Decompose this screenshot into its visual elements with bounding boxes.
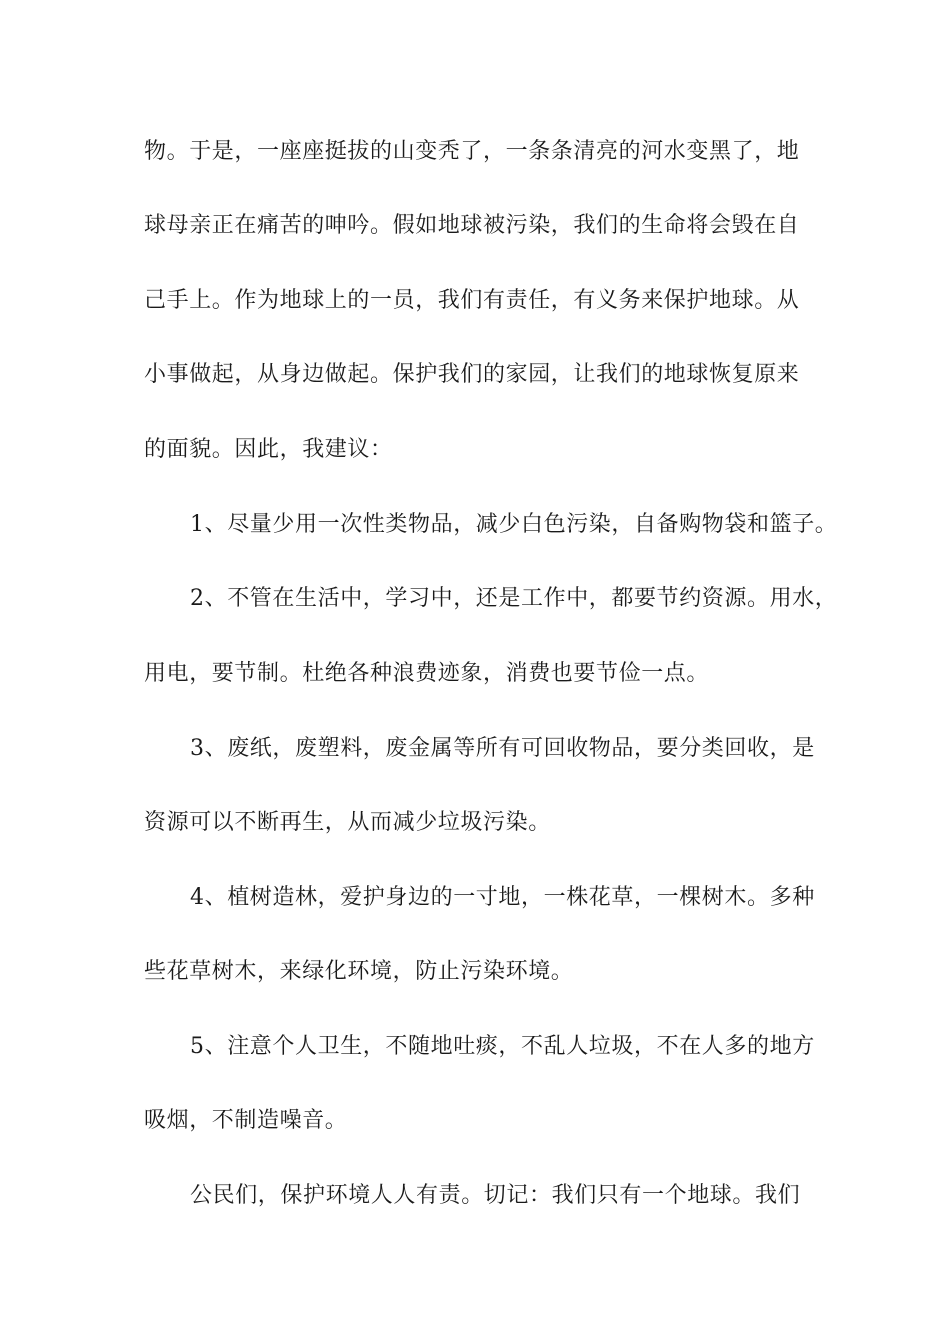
paragraph-line: 的面貌。因此，我建议：	[144, 437, 393, 462]
suggestion-item-4: 4、植树造林，爱护身边的一寸地，一株花草，一棵树木。多种	[190, 885, 815, 910]
suggestion-item-2: 2、不管在生活中，学习中，还是工作中，都要节约资源。用水，	[190, 586, 838, 611]
suggestion-item-5: 5、注意个人卫生，不随地吐痰，不乱人垃圾，不在人多的地方	[190, 1034, 815, 1059]
paragraph-line: 球母亲正在痛苦的呻吟。假如地球被污染，我们的生命将会毁在自	[144, 213, 800, 238]
suggestion-item-3: 3、废纸，废塑料，废金属等所有可回收物品，要分类回收，是	[190, 736, 815, 761]
paragraph-line: 小事做起，从身边做起。保护我们的家园，让我们的地球恢复原来	[144, 362, 800, 387]
paragraph-line: 资源可以不断再生，从而减少垃圾污染。	[144, 810, 551, 835]
paragraph-line: 吸烟，不制造噪音。	[144, 1108, 348, 1133]
paragraph-line: 己手上。作为地球上的一员，我们有责任，有义务来保护地球。从	[144, 288, 800, 313]
closing-paragraph-line: 公民们，保护环境人人有责。切记：我们只有一个地球。我们	[190, 1183, 801, 1208]
paragraph-line: 些花草树木，来绿化环境，防止污染环境。	[144, 959, 574, 984]
paragraph-line: 物。于是，一座座挺拔的山变秃了，一条条清亮的河水变黑了，地	[144, 139, 800, 164]
suggestion-item-1: 1、尽量少用一次性类物品，减少白色污染，自备购物袋和篮子。	[190, 512, 838, 537]
paragraph-line: 用电，要节制。杜绝各种浪费迹象，消费也要节俭一点。	[144, 661, 710, 686]
